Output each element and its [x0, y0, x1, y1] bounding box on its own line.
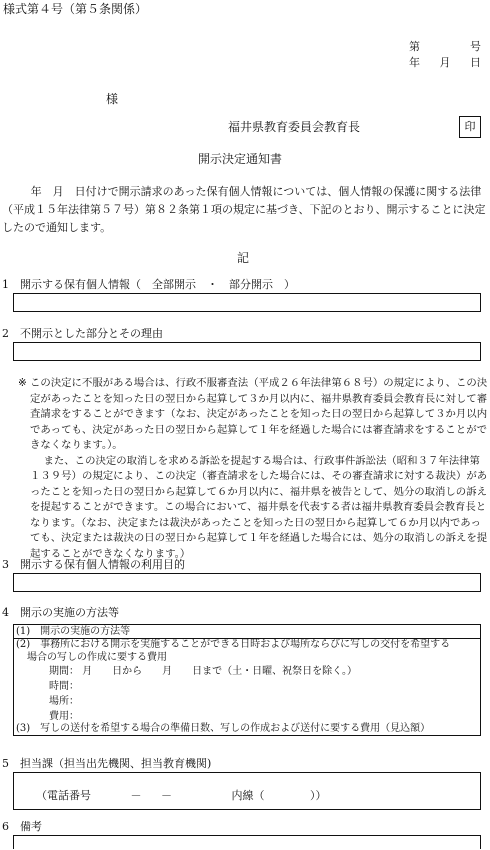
- date-day: 日: [470, 56, 481, 69]
- number-row: [409, 39, 481, 55]
- section-4-heading: 4 開示の実施の方法等: [2, 606, 119, 619]
- s4-item-1: (1) 開示の実施の方法等: [16, 626, 131, 637]
- addressee-suffix: 様: [106, 92, 119, 106]
- section-5-heading: 5 担当課（担当出先機関、担当教育機関): [2, 757, 212, 770]
- section-6-field[interactable]: [13, 835, 481, 849]
- s4-period-value: 月 日から 月 日まで（土・日曜、祝祭日を除く。）: [82, 666, 357, 677]
- document-title: 開示決定通知書: [198, 152, 283, 166]
- document-number-block: [409, 39, 481, 71]
- note-mark: ※: [18, 377, 27, 389]
- s4-period-row: [49, 665, 357, 679]
- phone-label: （電話番号: [36, 789, 91, 802]
- extension-label: 内線（: [231, 789, 265, 802]
- s4-item-2a: (2) 事務所における開示を実施することができる日時および場所ならびに写しの交付を希望する: [16, 639, 451, 650]
- number-dai: 第: [409, 40, 420, 53]
- section-2-heading: 2 不開示とした部分とその理由: [2, 327, 163, 340]
- seal-label: 印: [464, 119, 476, 133]
- section-3-heading: 3 開示する保有個人情報の利用目的: [2, 558, 185, 571]
- date-row: [409, 55, 481, 71]
- form-number: 様式第４号（第５条関係）: [3, 2, 148, 16]
- s4-place-label: 場所：: [49, 696, 79, 707]
- section-4-box[interactable]: [13, 624, 481, 736]
- date-month: 月: [439, 56, 451, 69]
- appeal-note: [18, 376, 488, 562]
- s4-period-label: 期間：: [49, 666, 79, 677]
- extension-close: ））: [310, 789, 327, 802]
- number-go: 号: [470, 40, 481, 53]
- section-6-heading: 6 備考: [2, 820, 42, 833]
- s4-item-3: (3) 写しの送付を希望する場合の準備日数、写しの作成および送付に要する費用（見込額）: [16, 723, 431, 734]
- note-paragraph-2: また、この決定の取消しを求める訴訟を提起する場合は、行政事件訴訟法（昭和３７年法律第１３９号）の規定により、この決定（審査請求をした場合には、その審査請求に対する裁決）があったことを知った日の翌日から起算して６か月以内に、福井県を被告として、処分の取消しの訴えを提起することができます。この場合において、福井県を代表する者は福井県教育委員会教育長となります。（なお、決定または裁決があったことを知った日の翌日から起算して６か月以内であっても、決定または裁決の日の翌日から起算して１年を経過した場合には、処分の取消しの訴えを提起することができなくなります。）: [30, 454, 488, 560]
- section-1-heading: 1 開示する保有個人情報（ 全部開示 ・ 部分開示 ）: [2, 278, 295, 291]
- s4-item-2b: 場合の写しの作成に要する費用: [27, 652, 167, 663]
- phone-dash-2: －: [161, 789, 172, 802]
- phone-dash-1: －: [130, 789, 142, 802]
- section-2-field[interactable]: [13, 342, 481, 361]
- s4-time-label: 時間：: [49, 681, 79, 692]
- ki-heading: 記: [237, 251, 250, 265]
- seal-box: [459, 116, 481, 138]
- date-year: 年: [409, 56, 420, 69]
- note-paragraph-1: この決定に不服がある場合は、行政不服審査法（平成２６年法律第６８号）の規定により、この決定があったことを知った日の翌日から起算して３か月以内に、福井県教育委員会教育長に対して審査請求をすることができます（なお、決定があったことを知った日の翌日から起算して３か月以内であっても、決定があった日の翌日から起算して１年を経過した場合には審査請求をすることができなくなります。）。: [30, 377, 488, 451]
- s4-cost-label: 費用：: [49, 711, 79, 722]
- section-3-field[interactable]: [13, 573, 481, 592]
- issuer-name: 福井県教育委員会教育長: [228, 120, 361, 134]
- section-1-field[interactable]: [13, 293, 481, 312]
- body-paragraph: 年 月 日付けで開示請求のあった保有個人情報については、個人情報の保護に関する法律（平成１５年法律第５７号）第８２条第１項の規定に基づき、下記のとおり、開示することに決定したので通知します。: [2, 185, 486, 234]
- phone-line: [36, 789, 327, 803]
